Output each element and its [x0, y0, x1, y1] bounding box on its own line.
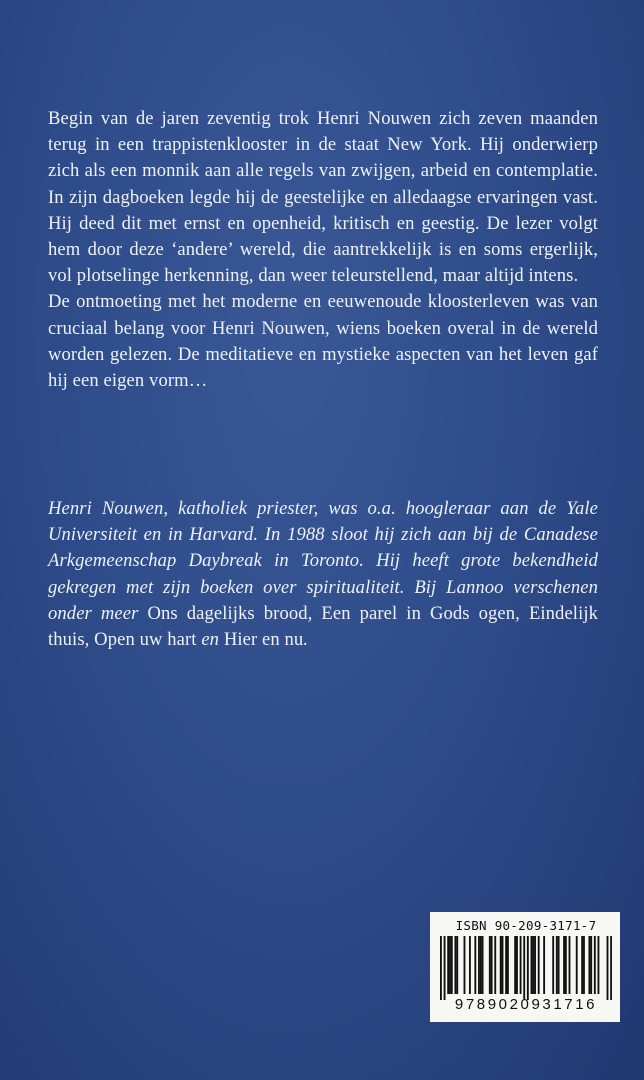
barcode-bar — [474, 936, 476, 994]
barcode-bar — [469, 936, 471, 994]
barcode-bar — [556, 936, 558, 994]
barcode-bar — [598, 936, 600, 994]
isbn-barcode — [430, 912, 620, 1022]
barcode-bar — [552, 936, 554, 994]
barcode-bar — [447, 936, 449, 994]
barcode-bar — [576, 936, 578, 994]
barcode-bar — [569, 936, 571, 994]
barcode-bars — [440, 936, 612, 1000]
barcode-bar — [505, 936, 507, 994]
barcode-bar — [558, 936, 560, 994]
barcode-bar — [563, 936, 565, 994]
barcode-bar — [482, 936, 484, 994]
barcode-bar — [565, 936, 567, 994]
barcode-bar — [449, 936, 451, 994]
barcode-bar — [583, 936, 585, 994]
barcode-bar — [590, 936, 592, 994]
bio-conjunction: en — [196, 629, 224, 651]
barcode-bar — [494, 936, 496, 994]
barcode-bar — [538, 936, 540, 994]
bio-separator: , — [515, 602, 529, 624]
barcode-bar — [527, 936, 529, 1000]
barcode-bar — [588, 936, 590, 994]
barcode-bar — [514, 936, 516, 994]
bio-separator: , — [307, 602, 322, 624]
author-bio — [48, 496, 598, 653]
blurb-paragraph-2: De ontmoeting met het moderne en eeuwenoude kloosterleven was van cruciaal belang voor Henri Nouwen, wiens boeken overal in de wereld worden gelezen. De meditatieve en mystieke aspecten van het leven gaf hij een eigen vorm… — [48, 291, 598, 392]
bio-separator: , — [84, 629, 95, 651]
barcode-bar — [451, 936, 453, 994]
barcode-bar — [534, 936, 536, 994]
barcode-bar — [523, 936, 525, 1000]
barcode-bar — [454, 936, 456, 994]
barcode-bar — [594, 936, 596, 994]
isbn-label: ISBN 90-209-3171-7 — [455, 918, 597, 933]
blurb-text — [48, 106, 598, 394]
barcode-bar — [507, 936, 509, 994]
barcode-bar — [532, 936, 534, 994]
barcode-bar — [531, 936, 533, 994]
ean-digits: 9789020931716 — [454, 996, 598, 1013]
book-title-ons-dagelijks-brood: Ons dagelijks brood — [147, 602, 308, 624]
barcode-bar — [489, 936, 491, 994]
barcode-bar — [444, 936, 446, 1000]
barcode-bar — [500, 936, 502, 994]
barcode-bar — [480, 936, 482, 994]
barcode-bar — [440, 936, 442, 1000]
book-title-eindelijk-thuis: Eindelijk thuis — [48, 602, 599, 651]
author-bio-paragraph — [48, 496, 598, 653]
barcode-bar — [520, 936, 522, 994]
bio-end: . — [303, 629, 309, 651]
barcode-bar — [502, 936, 504, 994]
barcode-bar — [581, 936, 583, 994]
barcode-bar — [456, 936, 458, 994]
barcode-bar — [491, 936, 493, 994]
barcode-bar — [464, 936, 466, 994]
barcode-bar — [516, 936, 518, 994]
book-title-hier-en-nu: Hier en nu — [223, 629, 304, 651]
barcode-bar — [478, 936, 480, 994]
book-title-open-uw-hart: Open uw hart — [94, 629, 197, 651]
book-title-een-parel-in-gods-ogen: Een parel in Gods ogen — [321, 602, 516, 624]
blurb-paragraph-1: Begin van de jaren zeventig trok Henri Nouwen zich zeven maanden terug in een trappistenklooster in de staat New York. Hij onderwierp zich als een monnik aan alle regels van zwijgen, arbeid en contemplatie. In zijn dagboeken legde hij de geestelijke en alledaagse ervaringen vast. Hij deed dit met ernst en openheid, kritisch en geestig. De lezer volgt hem door deze ‘andere’ wereld, die aantrekkelijk is en soms ergerlijk, vol plotselinge herkenning, dan weer teleurstellend, maar altijd intens. — [48, 108, 598, 287]
barcode-bar — [543, 936, 545, 994]
bio-intro: Henri Nouwen, katholiek priester, was o.a. hoogleraar aan de Yale Universiteit en in Harvard. In 1988 sloot hij zich aan bij de Canadese Arkgemeenschap Daybreak in Toronto. Hij heeft grote bekendheid gekregen met zijn boeken over spiritualiteit. Bij Lannoo verschenen onder meer — [48, 498, 598, 624]
barcode-bar — [610, 936, 612, 1000]
barcode-bar — [607, 936, 609, 1000]
